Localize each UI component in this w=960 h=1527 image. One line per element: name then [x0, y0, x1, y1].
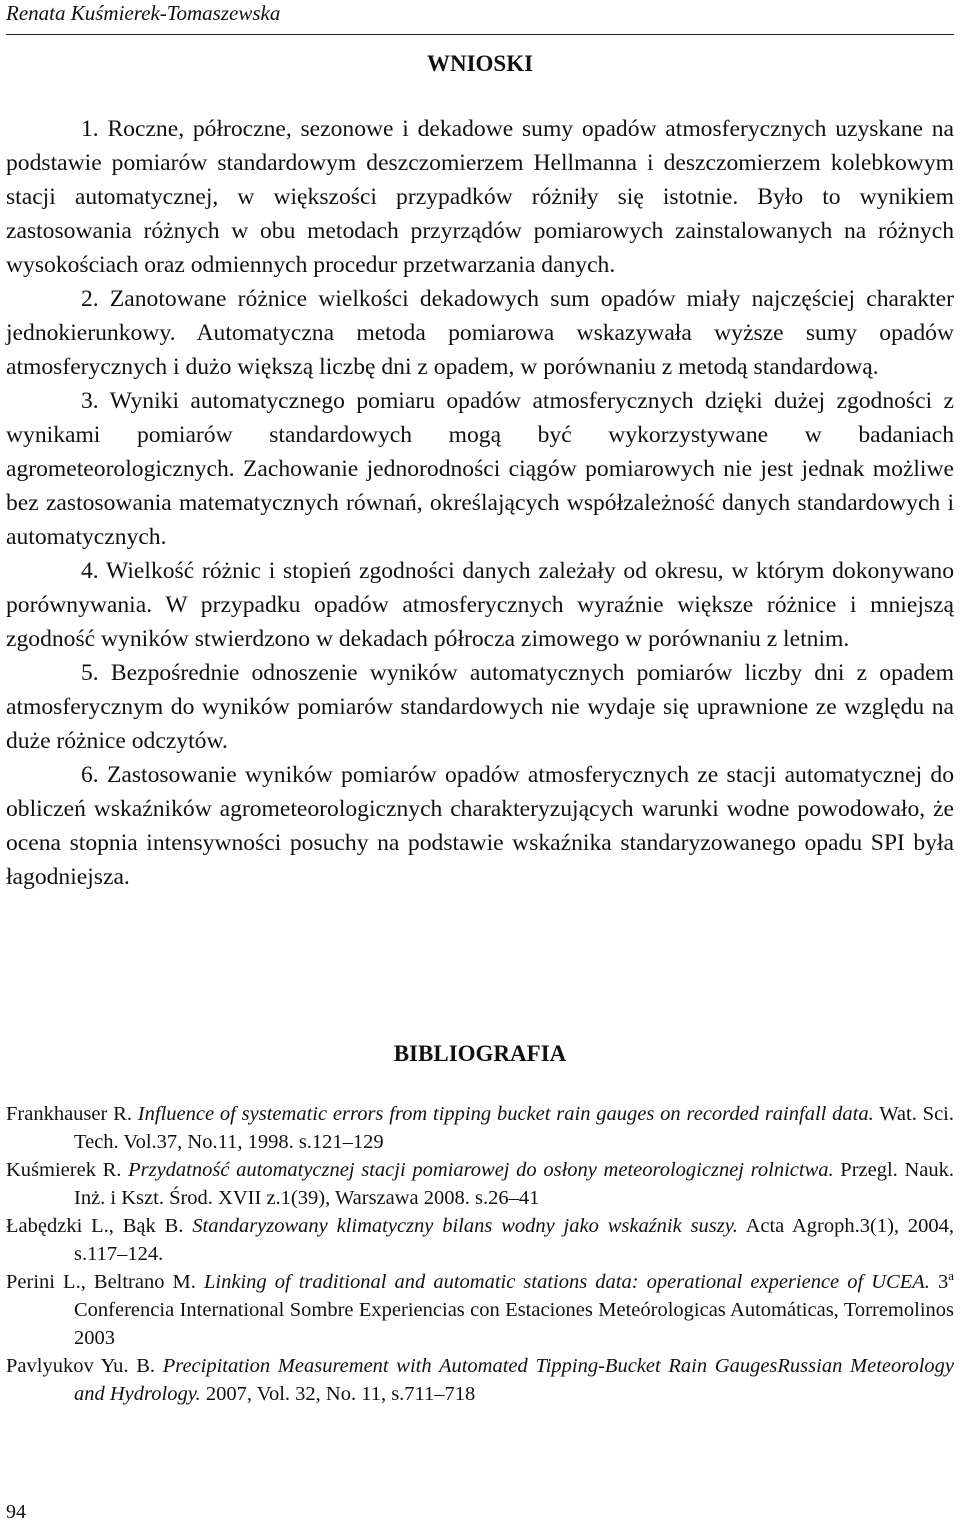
bib-authors: Pavlyukov Yu. B. — [6, 1355, 163, 1377]
conclusion-item: 1. Roczne, półroczne, sezonowe i dekadowe sumy opadów atmosferycznych uzyskane na podstawie pomiarów standardowym deszczomierzem Hellmanna i deszczomierzem kolebkowym stacji automatycznej, w większości przypadków różniły się istotnie. Było to wynikiem zastosowania różnych w obu metodach przyrządów pomiarowych zainstalowanych na różnych wysokościach oraz odmiennych procedur przetwarzania danych. — [6, 116, 954, 278]
conclusion-item: 2. Zanotowane różnice wielkości dekadowych sum opadów miały najczęściej charakter jednokierunkowy. Automatyczna metoda pomiarowa wskazywała wyższe sumy opadów atmosferycznych i dużo większą liczbę dni z opadem, w porównaniu z metodą standardową. — [6, 286, 954, 380]
conclusions-body — [6, 112, 954, 894]
bib-authors: Kuśmierek R. — [6, 1159, 129, 1181]
bib-source: Acta Agroph.3(1), 2004, s.117–124. — [74, 1215, 954, 1265]
conclusion-item: 6. Zastosowanie wyników pomiarów opadów atmosferycznych ze stacji automatycznej do obliczeń wskaźników agrometeorologicznych charakteryzujących warunki wodne powodowało, że ocena stopnia intensywności posuchy na podstawie wskaźnika standaryzowanego opadu SPI była łagodniejsza. — [6, 762, 954, 890]
conclusion-item: 5. Bezpośrednie odnoszenie wyników automatycznych pomiarów liczby dni z opadem atmosferycznym do wyników pomiarów standardowych nie wydaje się uprawnione ze względu na duże różnice odczytów. — [6, 660, 954, 754]
bib-title: Przydatność automatycznej stacji pomiarowej do osłony meteorologicznej rolnictwa. — [128, 1159, 834, 1181]
bib-authors: Łabędzki L., Bąk B. — [6, 1215, 193, 1237]
page-number: 94 — [6, 1501, 26, 1523]
bibliography-heading: BIBLIOGRAFIA — [393, 1041, 567, 1066]
bibliography-entry — [6, 1156, 954, 1212]
bib-source: 2007, Vol. 32, No. 11, s.711–718 — [200, 1383, 476, 1405]
bib-title: Precipitation Measurement with Automated Tipping-Bucket Rain GaugesRussian Meteorology and Hydrology. — [74, 1355, 955, 1405]
bib-superscript: a — [948, 1268, 954, 1284]
conclusions-heading: WNIOSKI — [426, 51, 534, 76]
bib-source: Conferencia International Sombre Experiencias con Estaciones Meteórologicas Automáticas, Torremolinos 2003 — [74, 1299, 954, 1349]
bib-title: Standaryzowany klimatyczny bilans wodny jako wskaźnik suszy. — [192, 1215, 738, 1237]
header-divider — [6, 34, 954, 35]
running-header-author: Renata Kuśmierek-Tomaszewska — [6, 1, 281, 25]
bibliography-entry — [6, 1212, 954, 1268]
bibliography-entry — [6, 1268, 954, 1352]
conclusion-item: 4. Wielkość różnic i stopień zgodności danych zależały od okresu, w którym dokonywano porównywania. W przypadku opadów atmosferycznych wyraźnie większe różnice i mniejszą zgodność wyników stwierdzono w dekadach półrocza zimowego w porównaniu z letnim. — [6, 558, 954, 652]
bib-source: Przegl. Nauk. Inż. i Kszt. Środ. XVII z.1(39), Warszawa 2008. s.26–41 — [74, 1159, 955, 1209]
bib-authors: Perini L., Beltrano M. — [6, 1271, 204, 1293]
conclusion-item: 3. Wyniki automatycznego pomiaru opadów atmosferycznych dzięki dużej zgodności z wynikami pomiarów standardowych mogą być wykorzystywane w badaniach agrometeorologicznych. Zachowanie jednorodności ciągów pomiarowych nie jest jednak możliwe bez zastosowania matematycznych równań, określających współzależność danych standardowych i automatycznych. — [6, 388, 954, 550]
bibliography-entry — [6, 1100, 954, 1156]
bib-title: Influence of systematic errors from tipping bucket rain gauges on recorded rainfall data. — [137, 1103, 874, 1125]
bibliography-list — [6, 1100, 954, 1408]
bib-source-prefix: 3 — [929, 1271, 949, 1293]
bib-title: Linking of traditional and automatic stations data: operational experience of UCEA. — [204, 1271, 930, 1293]
bib-authors: Frankhauser R. — [6, 1103, 138, 1125]
bibliography-entry — [6, 1352, 954, 1408]
bib-source: Wat. Sci. Tech. Vol.37, No.11, 1998. s.121–129 — [74, 1103, 954, 1153]
